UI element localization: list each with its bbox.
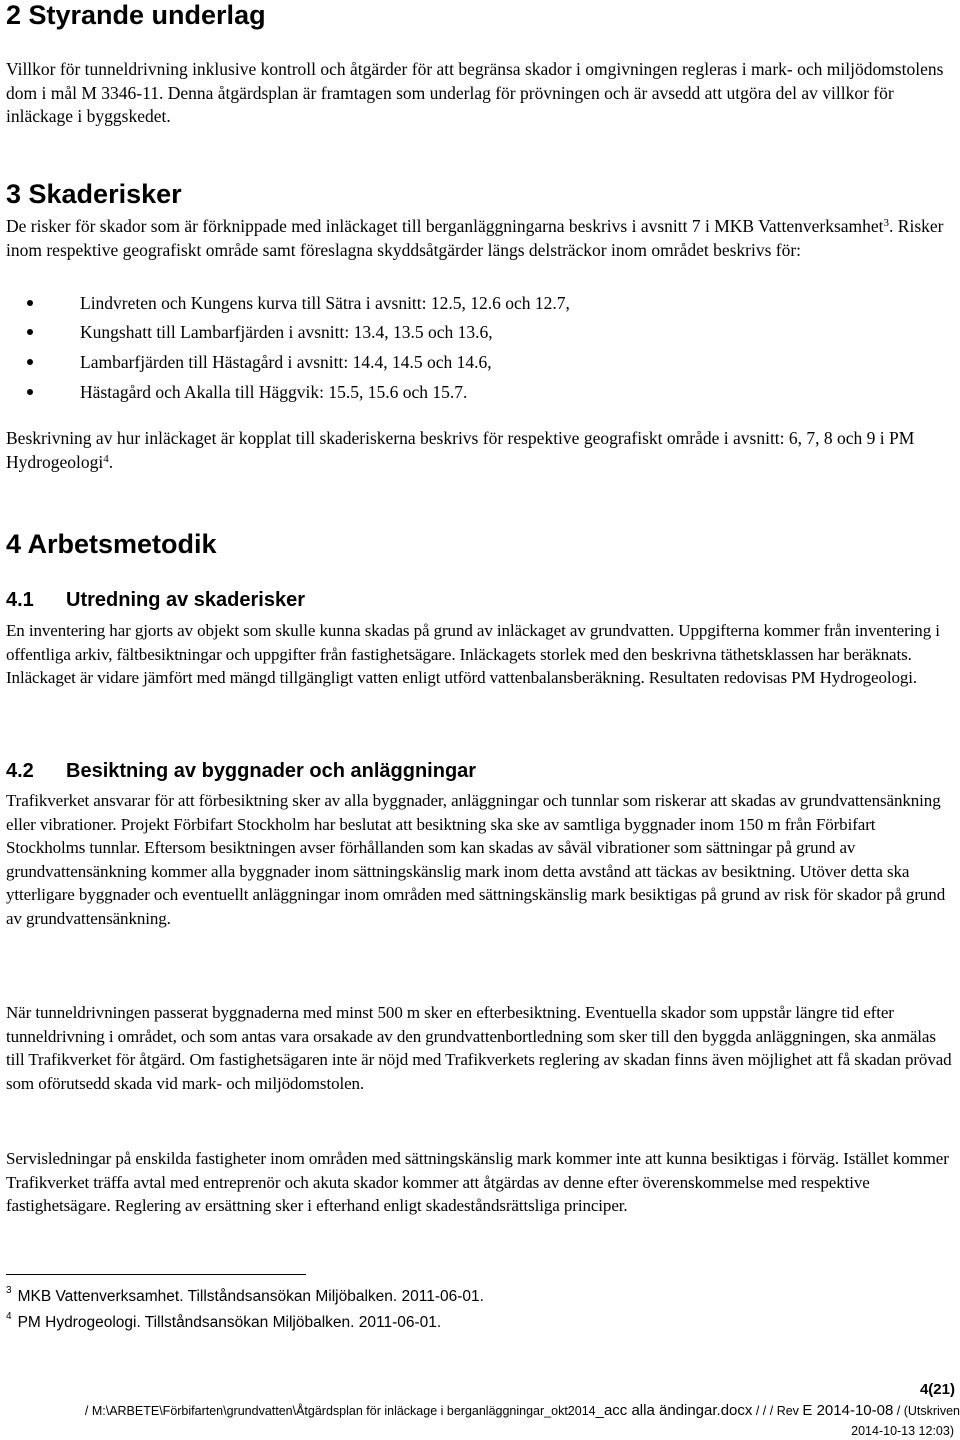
bullet-icon xyxy=(27,300,33,306)
footnote-text: MKB Vattenverksamhet. Tillståndsansökan Miljöbalken. 2011-06-01. xyxy=(17,1288,484,1305)
section-3-closing xyxy=(6,427,954,474)
footnote-number: 3 xyxy=(6,1285,12,1296)
footnote-number: 4 xyxy=(6,1311,12,1322)
footnote-divider xyxy=(6,1274,306,1275)
subsection-4-2-heading xyxy=(6,759,476,783)
footer-rev-date: E 2014-10-08 xyxy=(802,1402,894,1419)
section-2-paragraph: Villkor för tunneldrivning inklusive kontroll och åtgärder för att begränsa skador i omgivningen regleras i mark- och miljödomstolens dom i mål M 3346-11. Denna åtgärdsplan är framtagen som underlag för prövningen och är avsedd att utgöra del av villkor för inläckage i byggskedet. xyxy=(6,59,944,127)
subsection-4-1-paragraph: En inventering har gjorts av objekt som skulle kunna skadas på grund av inläckaget av grundvatten. Uppgifterna kommer från inventering i offentliga arkiv, fältbesiktningar och uppgifter från fastighetsägare. Inläckagets storlek med den beskrivna täthetsklassen har beräknats. Inläckaget är vidare jämfört med mängd tillgängligt vatten enligt utförd vattenbalansberäkning. Resultaten redovisas PM Hydrogeologi. xyxy=(6,621,940,688)
section-4-heading: 4 Arbetsmetodik xyxy=(6,529,217,559)
section-3-intro-text-1: De risker för skador som är förknippade med inläckaget till berganläggningarna beskrivs i avsnitt 7 i MKB Vattenverksamhet xyxy=(6,216,884,236)
footnote-4 xyxy=(6,1313,441,1333)
bullet-icon xyxy=(27,389,33,395)
footnote-ref-3[interactable]: 3 xyxy=(883,217,890,229)
footnote-text: PM Hydrogeologi. Tillståndsansökan Miljöbalken. 2011-06-01. xyxy=(17,1314,442,1331)
section-3-intro xyxy=(6,215,954,262)
footnote-3 xyxy=(6,1287,484,1307)
list-item-text: Kungshatt till Lambarfjärden i avsnitt: 13.4, 13.5 och 13.6, xyxy=(80,322,493,342)
footer-path-sep: / / / Rev xyxy=(752,1404,803,1418)
footer-path-dir: / M:\ARBETE\Förbifarten\grundvatten\Åtgärdsplan för inläckage i berganläggningar_okt2014 xyxy=(84,1404,596,1418)
subsection-4-2-paragraph-1: Trafikverket ansvarar för att förbesiktning sker av alla byggnader, anläggningar och tunnlar som riskerar att skadas av grundvattensänkning eller vibrationer. Projekt Förbifart Stockholm har beslutat att besiktning ska ske av samtliga byggnader inom 150 m från Förbifart Stockholms tunnlar. Eftersom besiktningen avser förhållanden som kan skadas av såväl vibrationer som sättningar på grund av grundvattensänkning kommer alla byggnader inom sättningskänslig mark inom detta avstånd att täckas av besiktning. Utöver detta ska ytterligare byggnader och eventuellt anläggningar inom områden med sättningskänslig mark besiktigas på grund av risk för skador på grund av grundvattensänkning. xyxy=(6,791,946,928)
bullet-icon xyxy=(27,329,33,335)
footnote-ref-4[interactable]: 4 xyxy=(103,452,109,465)
section-3-closing-text-2: . xyxy=(108,451,114,472)
page-number: 4(21) xyxy=(919,1381,955,1398)
subsection-title: Besiktning av byggnader och anläggningar xyxy=(66,760,477,782)
section-3-heading: 3 Skaderisker xyxy=(6,179,182,209)
subsection-title: Utredning av skaderisker xyxy=(66,589,305,611)
list-item-text: Hästagård och Akalla till Häggvik: 15.5, 15.6 och 15.7. xyxy=(80,382,468,402)
subsection-number: 4.1 xyxy=(6,589,34,611)
footer-print-date: 2014-10-13 12:03) xyxy=(851,1424,954,1438)
footer-file-path xyxy=(0,1403,960,1419)
subsection-4-2-paragraph-2: När tunneldrivningen passerat byggnaderna med minst 500 m sker en efterbesiktning. Eventuella skador som uppstår längre tid efter tunneldrivning i området, och som antas vara orsakade av den grundvattenbortledning som sker till den byggda anläggningen, ska anmälas till Trafikverket för åtgärd. Om fastighetsägaren inte är nöjd med Trafikverkets reglering av skadan finns även möjlighet att få skadan prövad som oförutsedd skada vid mark- och miljödomstolen. xyxy=(6,1003,952,1093)
bullet-icon xyxy=(27,359,33,365)
section-2-heading: 2 Styrande underlag xyxy=(6,0,266,30)
subsection-number: 4.2 xyxy=(6,760,34,782)
footer-printed-label: / (Utskriven xyxy=(893,1404,960,1418)
list-item-text: Lambarfjärden till Hästagård i avsnitt: 14.4, 14.5 och 14.6, xyxy=(80,352,492,372)
section-3-closing-text-1: Beskrivning av hur inläckaget är kopplat till skaderiskerna beskrivs för respektive geografiskt område i avsnitt: 6, 7, 8 och 9 i PM Hydrogeologi xyxy=(6,428,915,472)
subsection-4-1-heading xyxy=(6,588,305,612)
section-3-intro-text-2: . Risker inom respektive geografiskt område samt föreslagna skyddsåtgärder längs delsträckor inom området beskrivs för: xyxy=(6,216,944,260)
footer-path-file: _acc alla ändingar.docx xyxy=(595,1402,753,1419)
subsection-4-2-paragraph-3: Servisledningar på enskilda fastigheter inom områden med sättningskänslig mark kommer inte att kunna besiktigas i förväg. Istället kommer Trafikverket träffa avtal med entreprenör och akuta skador kommer att åtgärdas av denne efter överenskommelse med respektive fastighetsägare. Reglering av ersättning sker i efterhand enligt skadeståndsrättsliga principer. xyxy=(6,1149,949,1216)
list-item-text: Lindvreten och Kungens kurva till Sätra i avsnitt: 12.5, 12.6 och 12.7, xyxy=(80,293,570,313)
